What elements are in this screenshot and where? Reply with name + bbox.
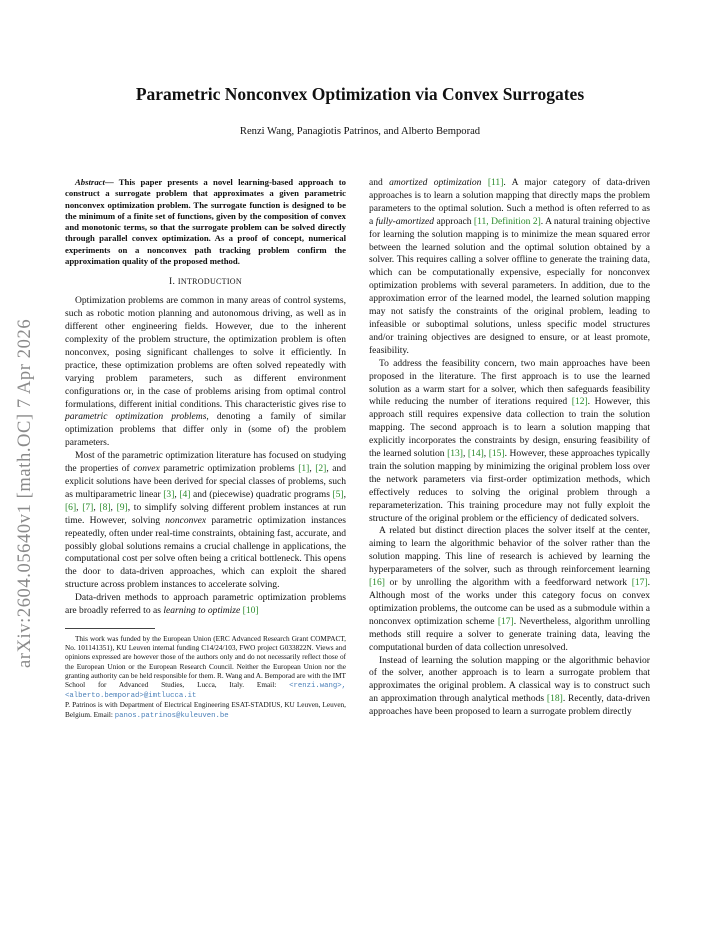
paragraph: Optimization problems are common in many areas of control systems, such as robotic motion planning and autonomous driving, as well as in different other engineering fields. However, due to the inherent complexity of the problem structure, the optimization problem is often nonconvex, posing significant challenges to solve it efficiently. In practice, these optimization problems are often solved repeatedly with varying problem parameters, such as different environment configurations or, in the case of problems arising from optimal control formulations, different initial conditions. This characteristic gives rise to parametric optimization problems, denoting a family of similar optimization problems that differ only in (some of) the problem parameters. (65, 295, 347, 449)
citation-link[interactable]: [11] (487, 177, 504, 188)
citation-link[interactable]: [17] (497, 615, 514, 627)
citation-link[interactable]: [4] (179, 488, 191, 500)
citation-link[interactable]: [12] (571, 396, 588, 408)
paragraph: Most of the parametric optimization literature has focused on studying the properties of convex parametric optimization problems [1], [2], and explicit solutions have been derived for special classes of problems, such as multiparametric linear [3], [4] and (piecewise) quadratic programs [5], [6], [7], [8], [9], to simplify solving different problem instances at run time. However, solving nonconvex parametric optimization instances repeatedly, often under real-time constraints, obtaining fast, accurate, and possibly global solutions remains a crucial challenge in applications, the computational cost per solve often being a critical bottleneck. This opens the door to data-driven approaches, which can exploit the shared structure across problem instances to accelerate solving. (65, 450, 347, 591)
paragraph: and amortized optimization [11]. A major category of data-driven approaches is to learn a solution mapping that directly maps the problem parameters to the optimal solution. Such a method is often referred to as a fully-amortized approach [11, Definition 2]. A natural training objective for learning the solution mapping is to minimize the mean squared error between the learned solution and the optimal solution obtained by a solver. This requires calling a solver offline to generate the training data, which can be computationally expensive, especially for nonconvex optimization problems with several parameters. In addition, due to the approximation error of the learned model, the learned solution mapping may not satisfy the constraints of the original problem, leading to infeasible or suboptimal solutions, unless specific model structures and/or training objectives are designed to ensure, or at least promote, feasibility. (369, 177, 650, 356)
citation-link[interactable]: [9] (116, 501, 128, 513)
citation-link[interactable]: [18] (546, 693, 563, 705)
citation-link[interactable]: [11, Definition 2] (473, 215, 541, 227)
paragraph: A related but distinct direction places the solver itself at the center, aiming to learn the algorithmic behavior of the solver rather than the solution mapping. This line of research is achieved by learning the hyperparameters of the solver, such as through reinforcement learning [16] or by unrolling the algorithm with a feedforward network [17]. Although most of the works under this category focus on convex optimization problems, the outcome can be used as a submodule within a nonconvex optimization scheme [17]. Nevertheless, algorithm unrolling methods still require a solver to generate training data, leaving the computational burden of data collection unresolved. (369, 525, 650, 653)
right-column (369, 177, 650, 719)
citation-link[interactable]: [2] (315, 463, 327, 475)
email-link[interactable]: <renzi.wang>,<alberto.bemporad>@imtlucca.it (65, 681, 346, 701)
citation-link[interactable]: [17] (631, 577, 648, 589)
citation-link[interactable]: [3] (163, 488, 175, 500)
citation-link[interactable]: [1] (298, 463, 310, 475)
author-list: Renzi Wang, Panagiotis Patrinos, and Alberto Bemporad (239, 126, 481, 137)
citation-link[interactable]: [10] (242, 605, 259, 617)
section-number: I. (169, 276, 176, 288)
citation-link[interactable]: [14] (467, 448, 484, 460)
footnote: P. Patrinos is with Department of Electrical Engineering ESAT-STADIUS, KU Leuven, Leuven, Belgium. Email: panos.patrinos@kuleuven.be (65, 701, 346, 720)
footnote: This work was funded by the European Union (ERC Advanced Research Grant COMPACT, No. 101141351), KU Leuven internal funding C14/24/103, FWO project G033822N. Views and opinions expressed are however those of the authors only and do not necessarily reflect those of the European Union or the European Research Council. Neither the European Union nor the granting authority can be held responsible for them. R. Wang and A. Bemporad are with the IMT School for Advanced Studies, Lucca, Italy. Email: <renzi.wang>,<alberto.bemporad>@imtlucca.it (65, 634, 346, 701)
arxiv-identifier: arXiv:2604.05640v1 [math.OC] 7 Apr 2026 (15, 318, 35, 668)
section-title: INTRODUCTION (177, 277, 242, 287)
citation-link[interactable]: [13] (447, 448, 463, 460)
left-column (65, 177, 346, 721)
citation-link[interactable]: [5] (332, 488, 344, 500)
paragraph: Instead of learning the solution mapping or the algorithmic behavior of the solver, another approach is to learn a surrogate problem that approximates the original problem. A classical way is to construct such an approximation through analytical methods [18]. Recently, data-driven approaches have been proposed to learn a surrogate problem directly (369, 654, 651, 718)
section-heading (65, 276, 346, 289)
paragraph: To address the feasibility concern, two main approaches have been proposed in the literature. The first approach is to use the learned solution as a warm start for a solver, which then safeguards feasibility while reducing the number of iterations required [12]. However, this approach still requires expensive data collection to train the solution mapping. The second approach is to learn a solution mapping that explicitly incorporates the constraints by design, ensuring feasibility of the learned solution [13], [14], [15]. However, these approaches typically train the solution mapping by minimizing the original problem loss over the network parameters via first-order optimization methods, which effectively reduces to solving the original problem through a reparameterization. This training procedure may not fully exploit the structure of the original problem or the efficiency of dedicated solvers. (369, 357, 650, 524)
abstract-label: Abstract (75, 177, 105, 187)
paper-title: Parametric Nonconvex Optimization via Convex Surrogates (135, 84, 585, 104)
citation-link[interactable]: [6] (65, 501, 77, 513)
paragraph: Data-driven methods to approach parametric optimization problems are broadly referred to as learning to optimize [10] (65, 592, 346, 617)
abstract-text: — This paper presents a novel learning-based approach to construct a surrogate problem that approximates a given parametric nonconvex optimization problem. The surrogate function is designed to be the minimum of a finite set of functions, given by the composition of convex and monotonic terms, so that the surrogate problem can be solved directly through parallel convex optimization. As a proof of concept, numerical experiments on a nonconvex path tracking problem confirm the approximation quality of the proposed method. (65, 177, 346, 267)
footnote-rule (65, 628, 155, 629)
citation-link[interactable]: [16] (369, 577, 385, 589)
citation-link[interactable]: [15] (488, 448, 505, 460)
citation-link[interactable]: [8] (99, 501, 111, 513)
citation-link[interactable]: [7] (82, 501, 94, 513)
abstract (65, 177, 346, 267)
email-link[interactable]: panos.patrinos@kuleuven.be (114, 711, 229, 720)
